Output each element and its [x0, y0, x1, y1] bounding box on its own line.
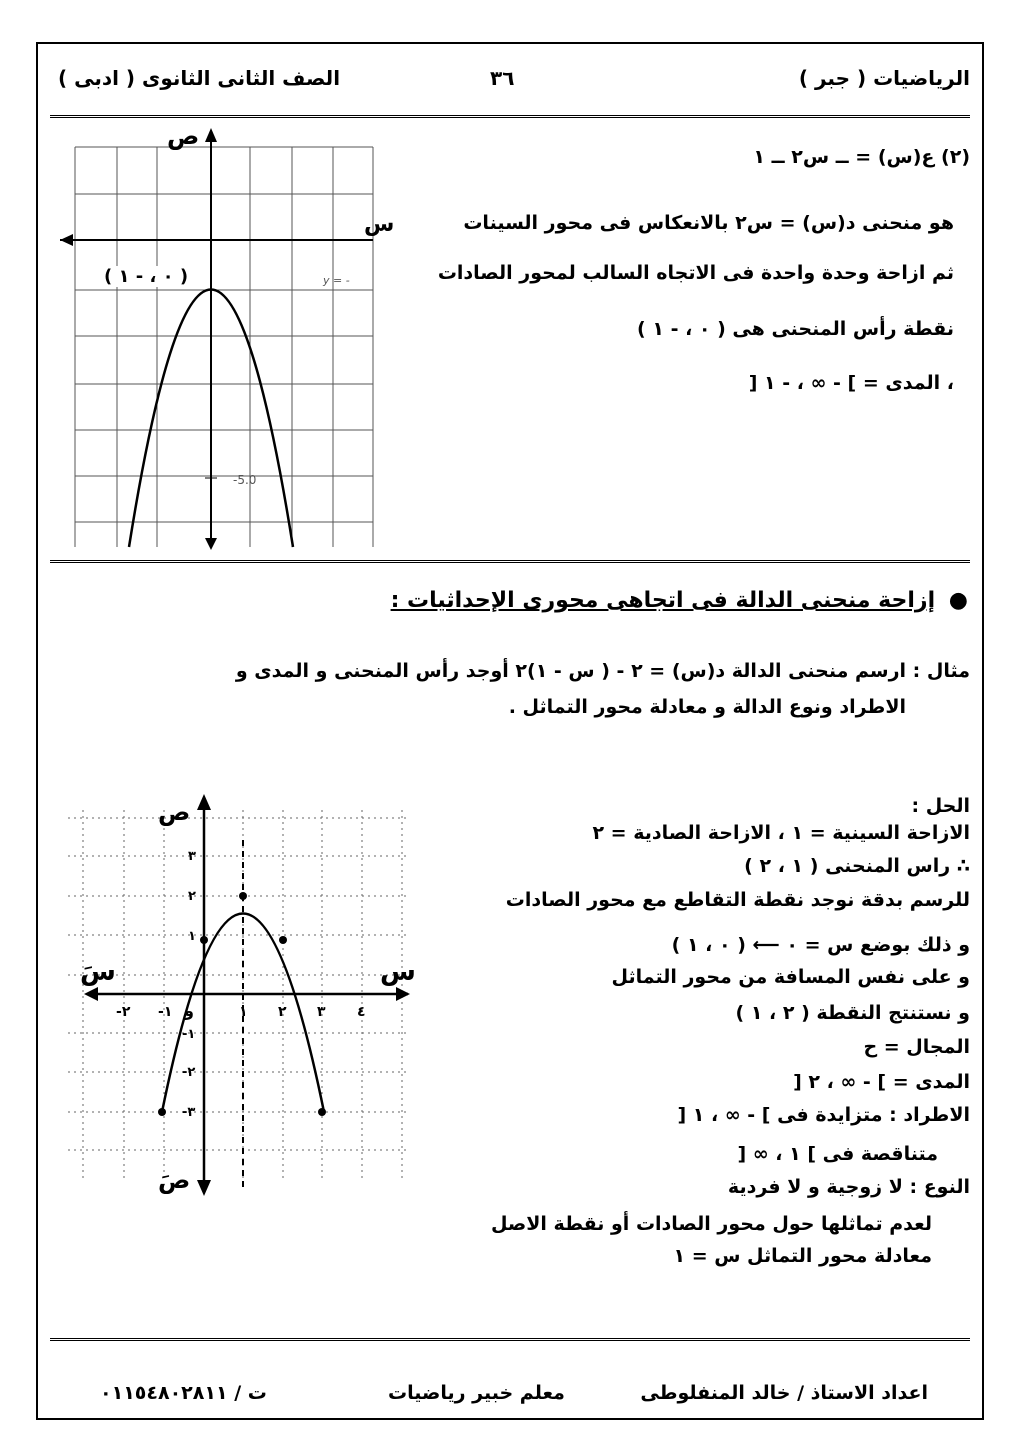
footer-author: اعداد الاستاذ / خالد المنفلوطى: [640, 1382, 928, 1404]
x-tick-1: ١: [239, 1004, 248, 1020]
sol-line-11: النوع : لا زوجية و لا فردية: [727, 1176, 970, 1198]
graph1-x-label: س: [364, 212, 395, 237]
section2-heading: ● إزاحة منحنى الدالة فى اتجاهى محورى الإحداثيات :: [390, 588, 968, 613]
y-tick-2: ٢: [188, 889, 196, 904]
sol-line-6: و نستنتج النقطة ( ٢ ، ١ ): [735, 1002, 970, 1024]
footer-title: معلم خبير رياضيات: [388, 1382, 565, 1404]
section1-line4: ، المدى = ] - ∞ ، - ١ [: [748, 372, 954, 394]
graph2-parabola: [58, 780, 418, 1200]
sol-line-9: الاطراد : متزايدة فى ] - ∞ ، ١ [: [677, 1104, 970, 1126]
x-tick-4: ٤: [357, 1004, 366, 1020]
grade-label: الصف الثانى الثانوى ( ادبى ): [58, 66, 341, 90]
subject-label: الرياضيات ( جبر ): [798, 66, 970, 90]
section1-line1: هو منحنى د(س) = س٢ بالانعكاس فى محور السينات: [463, 212, 954, 234]
function-title: (٢) ع(س) = ــ س٢ ــ ١: [753, 146, 970, 168]
page-number: ٣٦: [490, 66, 515, 90]
graph1-parabola: [55, 122, 385, 552]
y-tick-3: ٣: [188, 849, 196, 864]
footer-divider: [50, 1338, 970, 1341]
header-divider: [50, 115, 970, 118]
sol-line-7: المجال = ح: [863, 1036, 970, 1058]
sol-line-2: ∴ راس المنحنى ( ١ ، ٢ ): [744, 855, 970, 877]
graph2-y-label: ص: [158, 798, 191, 826]
sol-line-13: معادلة محور التماثل س = ١: [673, 1245, 932, 1267]
sol-line-3: للرسم بدقة نوجد نقطة التقاطع مع محور الصادات: [505, 889, 970, 911]
sol-line-10: متناقصة فى ] ١ ، ∞ [: [737, 1143, 938, 1165]
example-line2: الاطراد ونوع الدالة و معادلة محور التماثل .: [508, 696, 906, 718]
sol-line-1: الازاحة السينية = ١ ، الازاحة الصادية = ٢: [592, 822, 970, 844]
y-tick-1: ١: [188, 929, 196, 944]
sol-line-4: و ذلك بوضع س = ٠ ⟵ ( ٠ ، ١ ): [671, 934, 970, 956]
graph1-tick-label: -5.0: [233, 473, 257, 487]
section1-line2: ثم ازاحة وحدة واحدة فى الاتجاه السالب لمحور الصادات: [437, 262, 954, 284]
section-divider: [50, 560, 970, 563]
example-line1: مثال : ارسم منحنى الدالة د(س) = ٢ - ( س - ١)٢ أوجد رأس المنحنى و المدى و: [235, 660, 970, 682]
sol-line-8: المدى = ] - ∞ ، ٢ [: [793, 1071, 970, 1093]
graph1-y-label: ص: [167, 122, 200, 150]
y-tick-neg2: -٢: [182, 1065, 196, 1080]
footer-phone: ت / ٠١١٥٤٨٠٢٨١١: [100, 1382, 267, 1404]
graph2-y-neg-label: صَ: [158, 1166, 191, 1194]
x-tick-2: ٢: [278, 1004, 287, 1020]
section1-line3: نقطة رأس المنحنى هى ( ٠ ، - ١ ): [637, 318, 954, 340]
sol-line-12: لعدم تماثلها حول محور الصادات أو نقطة الاصل: [490, 1213, 932, 1235]
bullet-icon: ●: [948, 588, 968, 613]
graph1-eq-label: y = -: [323, 274, 350, 287]
x-tick-3: ٣: [317, 1004, 326, 1020]
x-tick-neg2: -٢: [116, 1004, 131, 1020]
graph2-x-neg-label: سَ: [80, 957, 116, 987]
graph1-vertex-label: ( ٠ ، - ١ ): [104, 266, 189, 287]
y-tick-neg1: -١: [182, 1027, 196, 1042]
graph2-origin-label: و: [184, 1001, 194, 1020]
y-tick-neg3: -٣: [182, 1105, 196, 1120]
solution-label: الحل :: [911, 795, 970, 817]
x-tick-neg1: -١: [158, 1004, 173, 1020]
graph2-x-label: س: [380, 957, 416, 987]
sol-line-5: و على نفس المسافة من محور التماثل: [611, 966, 970, 988]
